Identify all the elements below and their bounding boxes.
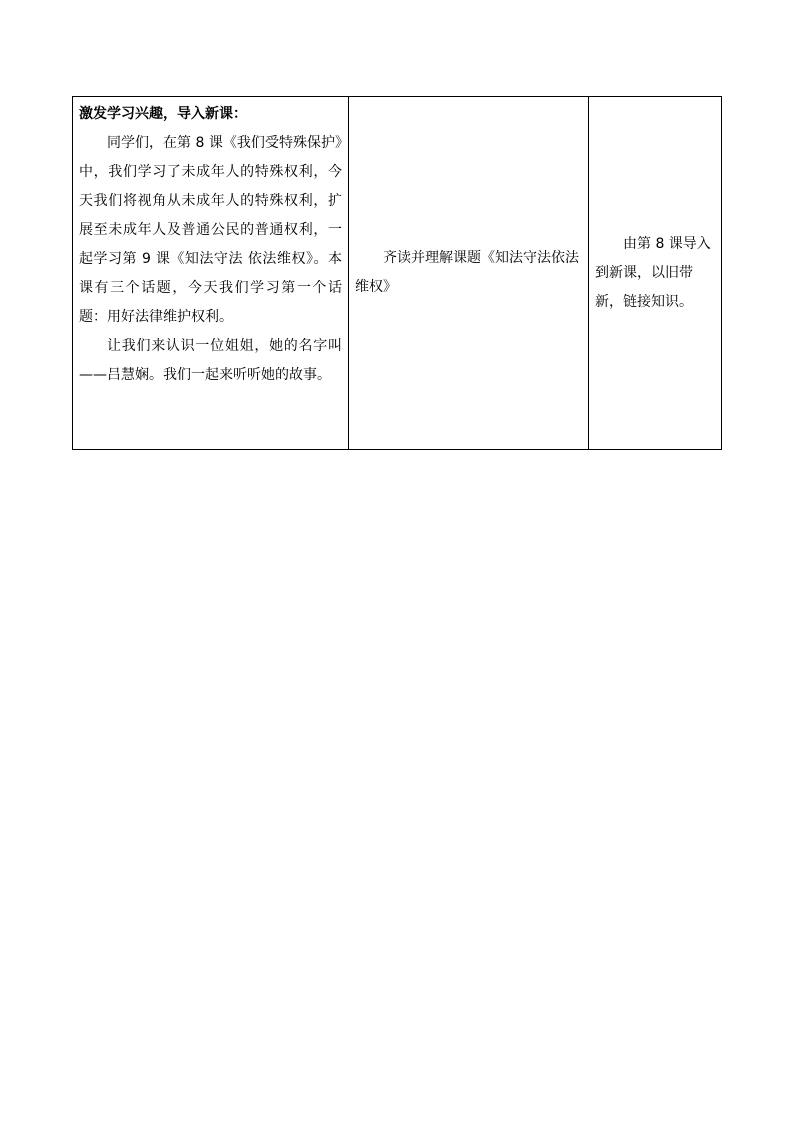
student-activity-cell <box>349 97 589 450</box>
section-heading: 激发学习兴趣，导入新课： <box>79 106 247 122</box>
design-intent-text: 由第 8 课导入到新课，以旧带新，链接知识。 <box>595 235 711 310</box>
teacher-activity-cell <box>73 97 349 450</box>
teacher-paragraph-1: 同学们，在第 8 课《我们受特殊保护》中，我们学习了未成年人的特殊权利，今天我们将视角从未成年人的特殊权利，扩展至未成年人及普通公民的普通权利，一起学习第 9 课《知法守法 依法维权》。本课有三个话题，今天我们学习第一个话题：用好法律维护权利。 <box>79 135 342 325</box>
table-row <box>73 97 722 450</box>
design-intent-cell <box>589 97 722 450</box>
teacher-paragraph-2: 让我们来认识一位姐姐，她的名字叫——吕慧娴。我们一起来听听她的故事。 <box>79 338 342 383</box>
lesson-plan-table <box>72 96 722 450</box>
student-activity-text: 齐读并理解课题《知法守法依法维权》 <box>355 250 579 295</box>
